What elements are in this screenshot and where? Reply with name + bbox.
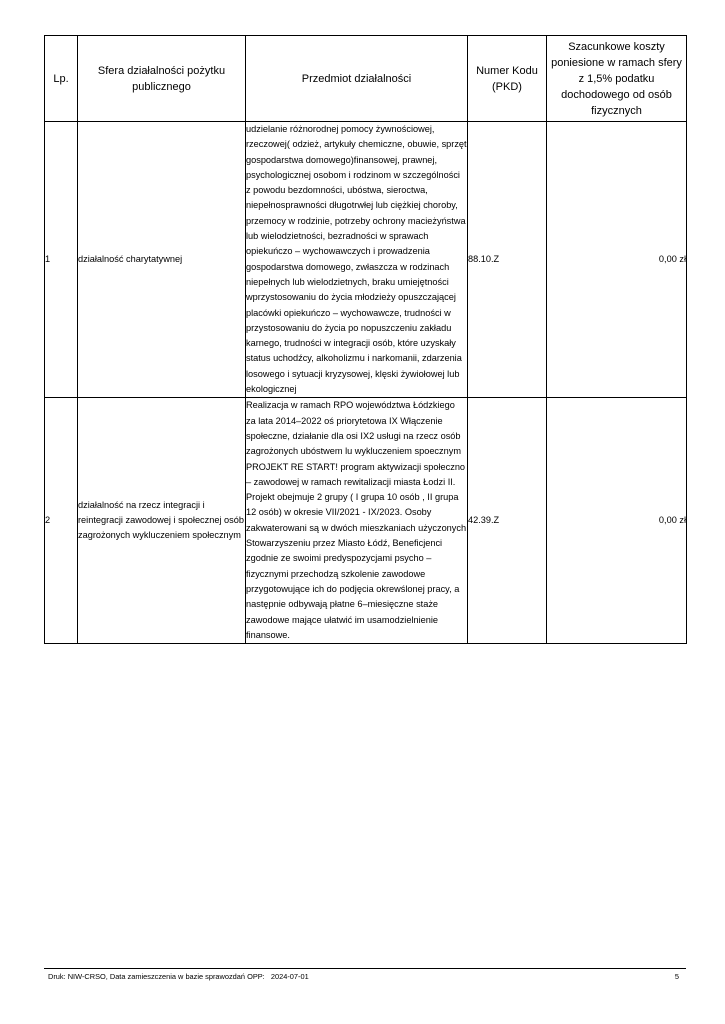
page-number: 5 xyxy=(674,972,679,981)
header-lp: Lp. xyxy=(45,36,78,122)
row-koszt: 0,00 zł xyxy=(547,398,687,644)
activities-table xyxy=(44,35,687,644)
row-przedmiot: udzielanie różnorodnej pomocy żywnościowej, rzeczowej( odzież, artykuły chemiczne, obuwie, sprzęt gospodarstwa domowego)finansowej, prawnej, psychologicznej osobom i rodzinom w szczególności z powodu bezdomności, ubóstwa, sieroctwa, niepełnosprawności długotrwłej lub ciężkiej choroby, przemocy w rodzinie, potrzeby ochrony macieżyństwa lub wielodzietności, bezradności w sprawach opiekuńczo – wychowawczych i prowadzenia gospodarstwa domowego, zwłaszcza w rodzinach niepełnych lub wielodzietnych, braku umiejętności wprzystosowaniu do życia młodzieży opuszczającej placówki opiekuńczo – wychowawcze, trudności w przystosowaniu do życia po nopuszczeniu zakładu karnego, trudności w integracji osób, które uzyskały status uchodźcy, alkoholizmu i narkomanii, zdarzenia losowego i sytuacji kryzysowej, klęski żywiołowej lub ekologicznej xyxy=(246,122,468,398)
row-kod: 42.39.Z xyxy=(468,398,547,644)
table-header-row xyxy=(45,36,687,122)
header-sfera: Sfera działalności pożytku publicznego xyxy=(78,36,246,122)
row-koszt: 0,00 zł xyxy=(547,122,687,398)
header-koszt: Szacunkowe koszty poniesione w ramach sfery z 1,5% podatku dochodowego od osób fizycznych xyxy=(547,36,687,122)
table-row xyxy=(45,122,687,398)
row-sfera: działalność na rzecz integracji i reintegracji zawodowej i społecznej osób zagrożonych wykluczeniem społecznym xyxy=(78,398,246,644)
footer-print-info: Druk: NIW-CRSO, Data zamieszczenia w bazie sprawozdań OPP: 2024-07-01 xyxy=(48,972,309,981)
row-sfera: działalność charytatywnej xyxy=(78,122,246,398)
row-kod: 88.10.Z xyxy=(468,122,547,398)
header-kod: Numer Kodu (PKD) xyxy=(468,36,547,122)
row-lp: 2 xyxy=(45,398,78,644)
row-przedmiot: Realizacja w ramach RPO województwa Łódzkiego za lata 2014–2022 oś priorytetowa IX Włączenie społeczne, działanie dla osi IX2 usługi na rzecz osób zagrożonych ubóstwem lu wykluczeniem spoecznym PROJEKT RE START! program aktywizacji społeczno – zawodowej w ramach rewitalizacji miasta Łodzi II. Projekt obejmuje 2 grupy ( I grupa 10 osób , II grupa 12 osób) w okresie VII/2021 - IX/2023. Osoby zakwaterowani są w dwóch mieszkaniach użyczonych Stowarzyszeniu przez Miasto Łódź, Beneficjenci zgodnie ze swoimi predyspozycjami psycho – fizycznymi przechodzą szkolenie zawodowe przygotowujące ich do podjęcia okrewślonej pracy, a następnie odbywają płatne 6–miesięczne staże zawodowe mające ułatwić im usamodzielnienie finansowe. xyxy=(246,398,468,644)
table-row xyxy=(45,398,687,644)
row-lp: 1 xyxy=(45,122,78,398)
footer-divider xyxy=(44,968,686,969)
header-przedmiot: Przedmiot działalności xyxy=(246,36,468,122)
